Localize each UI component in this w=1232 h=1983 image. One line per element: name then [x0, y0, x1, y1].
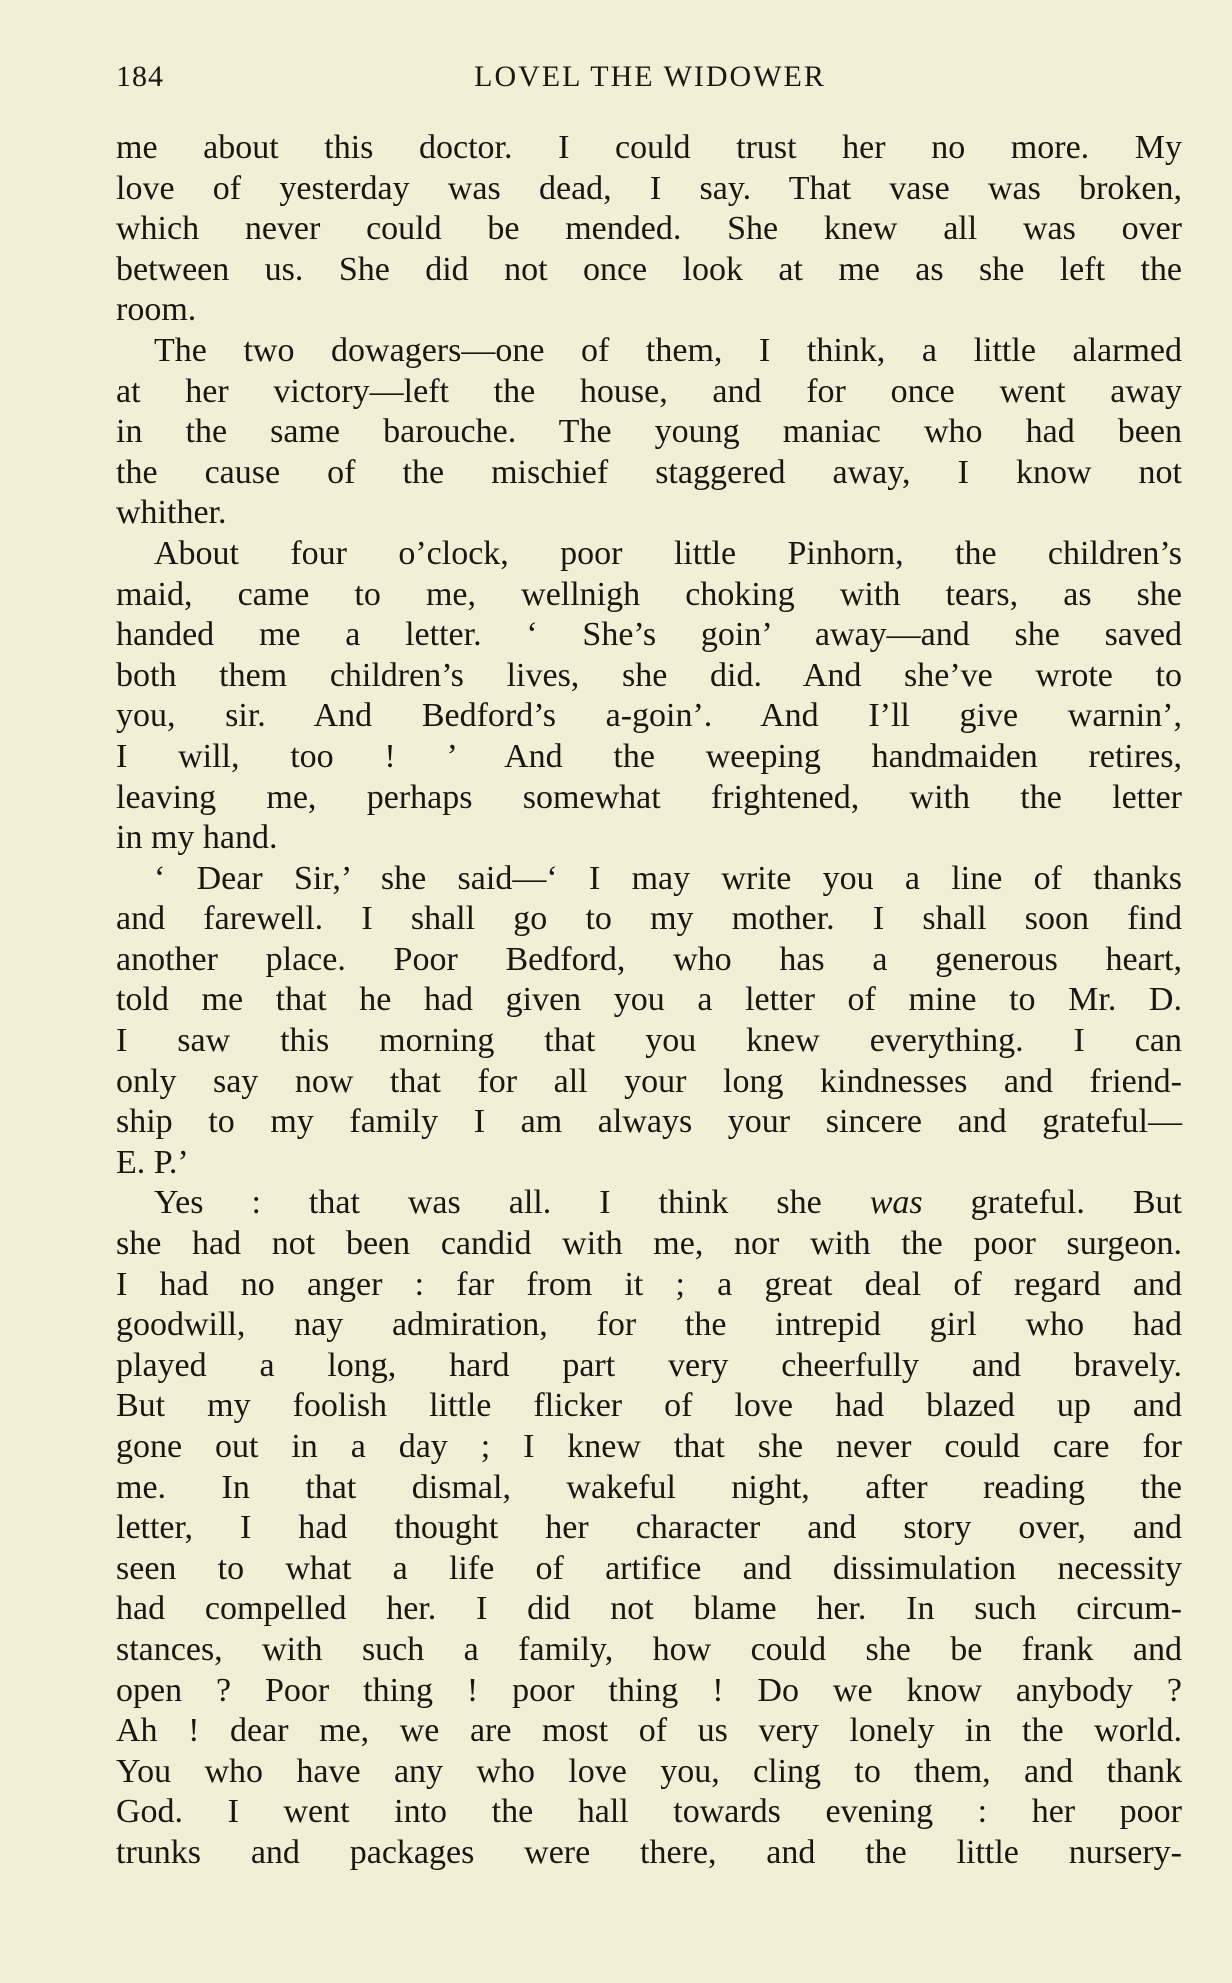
- text-line: told me that he had given you a letter of mine to Mr. D.: [116, 981, 1182, 1019]
- text-line: in the same barouche. The young maniac who had been: [116, 413, 1182, 451]
- text-line: in my hand.: [116, 819, 278, 857]
- running-head: [116, 54, 1184, 100]
- text-line: and farewell. I shall go to my mother. I shall soon find: [116, 900, 1182, 938]
- text-line: handed me a letter. ‘ She’s goin’ away—and she saved: [116, 616, 1182, 654]
- text-line: [116, 1183, 1182, 1224]
- text-line: me. In that dismal, wakeful night, after reading the: [116, 1468, 1182, 1506]
- text-line: maid, came to me, wellnigh choking with tears, as she: [116, 575, 1182, 613]
- text-line: she had not been candid with me, nor with the poor surgeon.: [116, 1225, 1182, 1263]
- text-line: gone out in a day ; I knew that she never could care for: [116, 1428, 1182, 1465]
- text-line: at her victory—left the house, and for once went away: [116, 372, 1182, 410]
- text-line: room.: [116, 291, 197, 329]
- text-line: ship to my family I am always your sincere and grateful—: [116, 1103, 1182, 1141]
- text-line: You who have any who love you, cling to them, and thank: [116, 1752, 1182, 1790]
- text-line: Ah ! dear me, we are most of us very lonely in the world.: [116, 1712, 1182, 1750]
- text-line: stances, with such a family, how could she be frank and: [116, 1630, 1182, 1668]
- text-line: whither.: [116, 494, 227, 532]
- italic-word: was: [869, 1184, 923, 1222]
- text-line: The two dowagers—one of them, I think, a little alarmed: [154, 331, 1182, 369]
- text-line: me about this doctor. I could trust her no more. My: [116, 129, 1182, 166]
- text-line: God. I went into the hall towards evening : her poor: [116, 1793, 1182, 1831]
- text-line: open ? Poor thing ! poor thing ! Do we know anybody ?: [116, 1671, 1182, 1709]
- text-line: only say now that for all your long kindnesses and friend-: [116, 1062, 1182, 1100]
- text-line: had compelled her. I did not blame her. In such circum-: [116, 1590, 1182, 1628]
- text-line: I saw this morning that you knew everything. I can: [116, 1022, 1182, 1060]
- text-line: About four o’clock, poor little Pinhorn, the children’s: [154, 534, 1182, 572]
- text-line: goodwill, nay admiration, for the intrepid girl who had: [116, 1306, 1182, 1344]
- text-line: played a long, hard part very cheerfully and bravely.: [116, 1346, 1182, 1384]
- text-line: I will, too ! ’ And the weeping handmaiden retires,: [116, 737, 1182, 775]
- text-line: both them children’s lives, she did. And she’ve wrote to: [116, 656, 1182, 694]
- text-line: leaving me, perhaps somewhat frightened, with the letter: [116, 778, 1182, 816]
- text-line: letter, I had thought her character and story over, and: [116, 1509, 1182, 1547]
- text-line: ‘ Dear Sir,’ she said—‘ I may write you a line of thanks: [154, 859, 1182, 897]
- body-text: [116, 128, 1182, 1874]
- text-line: But my foolish little flicker of love had blazed up and: [116, 1387, 1182, 1425]
- text-line: you, sir. And Bedford’s a-goin’. And I’ll give warnin’,: [116, 697, 1182, 735]
- text-line: E. P.’: [116, 1143, 189, 1181]
- text-line: seen to what a life of artifice and dissimulation necessity: [116, 1549, 1182, 1587]
- running-title: LOVEL THE WIDOWER: [474, 60, 826, 93]
- text-fragment: grateful. But: [922, 1184, 1182, 1222]
- page-number: 184: [116, 60, 164, 93]
- text-line: the cause of the mischief staggered away, I know not: [116, 453, 1182, 491]
- text-line: another place. Poor Bedford, who has a generous heart,: [116, 940, 1182, 978]
- text-line: trunks and packages were there, and the little nursery-: [116, 1833, 1182, 1871]
- text-line: which never could be mended. She knew all was over: [116, 210, 1182, 248]
- text-line: I had no anger : far from it ; a great deal of regard and: [116, 1265, 1182, 1303]
- text-line: between us. She did not once look at me as she left the: [116, 250, 1182, 288]
- text-fragment: Yes : that was all. I think she: [154, 1184, 870, 1222]
- text-line: love of yesterday was dead, I say. That vase was broken,: [116, 169, 1182, 207]
